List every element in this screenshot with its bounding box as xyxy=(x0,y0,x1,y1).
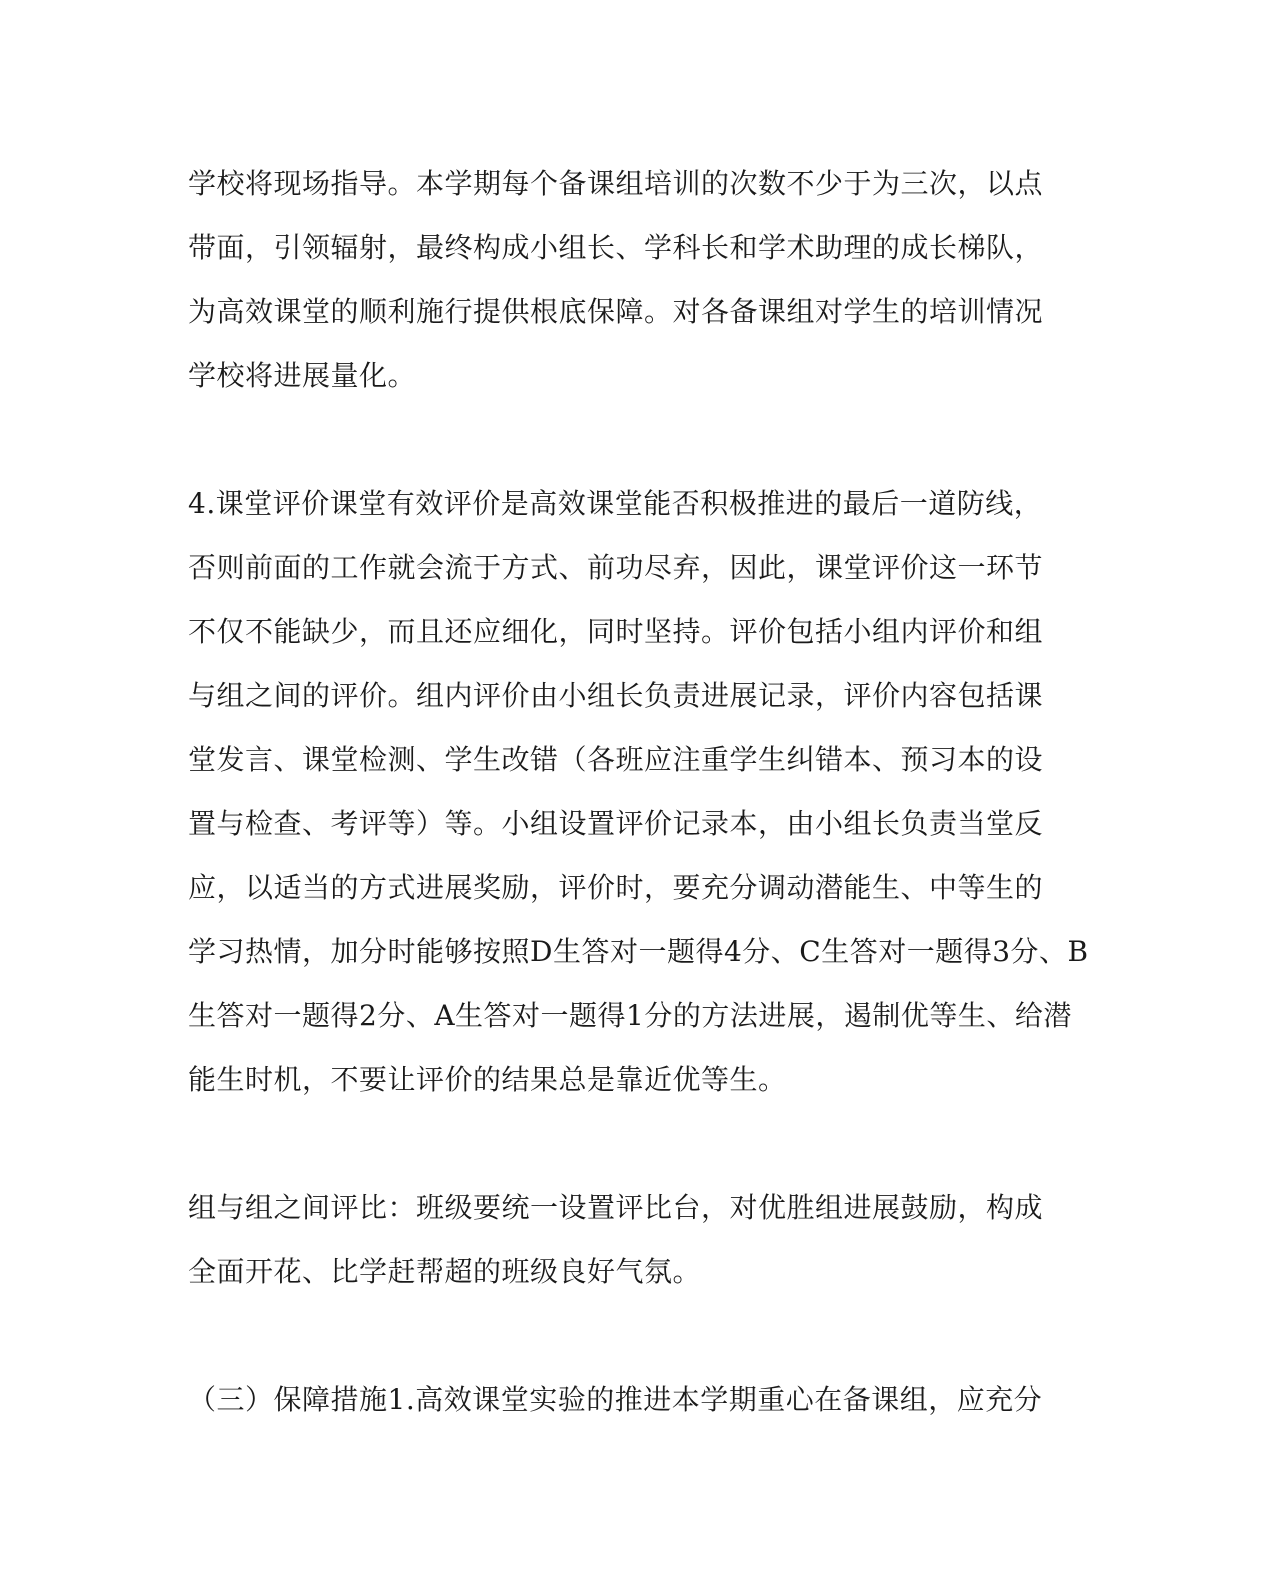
paragraph-2-line-1: 4.课堂评价课堂有效评价是高效课堂能否积极推进的最后一道防线， xyxy=(188,487,1043,520)
paragraph-2-line-4: 与组之间的评价。组内评价由小组长负责进展记录，评价内容包括课 xyxy=(188,679,1044,712)
paragraph-1-line-1: 学校将现场指导。本学期每个备课组培训的次数不少于为三次，以点 xyxy=(188,167,1044,200)
paragraph-2-line-7: 应，以适当的方式进展奖励，评价时，要充分调动潜能生、中等生的 xyxy=(188,871,1044,904)
paragraph-2-line-8: 学习热情，加分时能够按照D生答对一题得4分、C生答对一题得3分、B xyxy=(188,935,1089,968)
paragraph-2-line-5: 堂发言、课堂检测、学生改错（各班应注重学生纠错本、预习本的设 xyxy=(188,743,1044,776)
paragraph-3-line-2: 全面开花、比学赶帮超的班级良好气氛。 xyxy=(188,1255,702,1288)
paragraph-3-line-1: 组与组之间评比：班级要统一设置评比台，对优胜组进展鼓励，构成 xyxy=(188,1191,1044,1224)
paragraph-2-line-2: 否则前面的工作就会流于方式、前功尽弃，因此，课堂评价这一环节 xyxy=(188,551,1044,584)
paragraph-1-line-3: 为高效课堂的顺利施行提供根底保障。对各备课组对学生的培训情况 xyxy=(188,295,1044,328)
paragraph-2-line-9: 生答对一题得2分、A生答对一题得1分的方法进展，遏制优等生、给潜 xyxy=(188,999,1072,1032)
paragraph-2-line-6: 置与检查、考评等）等。小组设置评价记录本，由小组长负责当堂反 xyxy=(188,807,1044,840)
paragraph-2-line-10: 能生时机，不要让评价的结果总是靠近优等生。 xyxy=(188,1063,787,1096)
paragraph-2-line-3: 不仅不能缺少，而且还应细化，同时坚持。评价包括小组内评价和组 xyxy=(188,615,1044,648)
paragraph-4-line-1: （三）保障措施1.高效课堂实验的推进本学期重心在备课组，应充分 xyxy=(188,1383,1043,1416)
paragraph-1-line-2: 带面，引领辐射，最终构成小组长、学科长和学术助理的成长梯队， xyxy=(188,231,1044,264)
paragraph-1-line-4: 学校将进展量化。 xyxy=(188,359,417,392)
